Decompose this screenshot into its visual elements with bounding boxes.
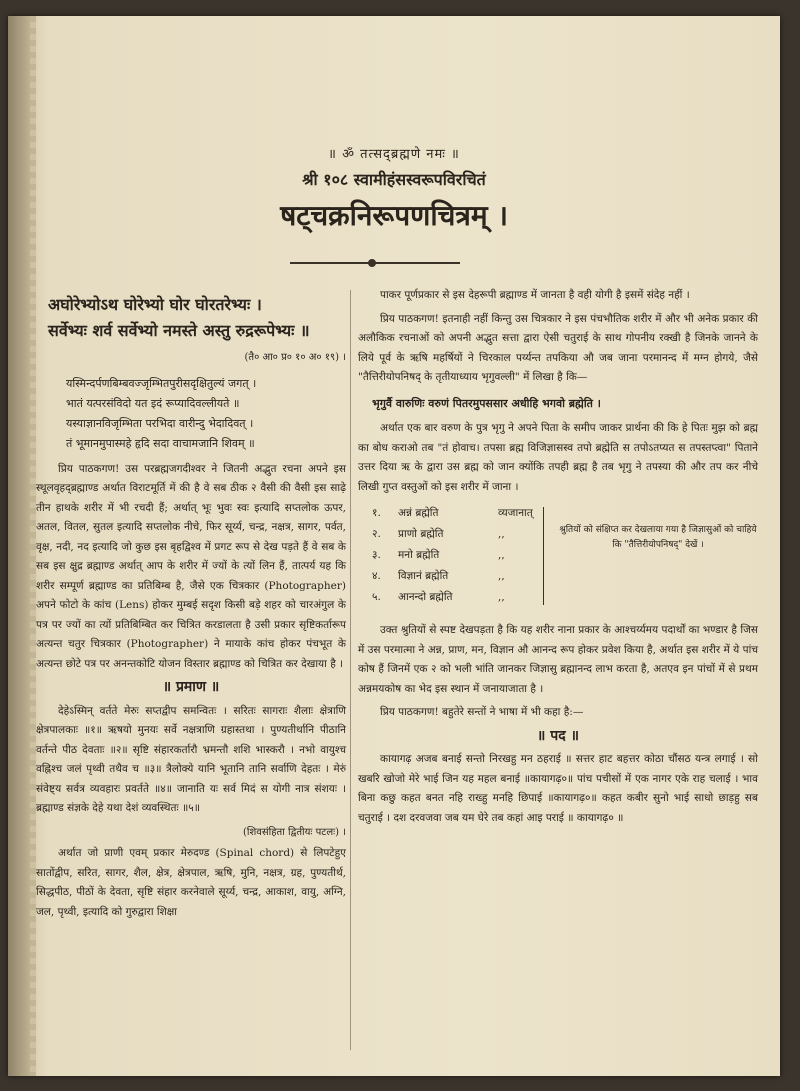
sloka-line: यस्मिन्दर्पणबिम्बवज्जृम्भितपुरीसदृक्षितुल्यं जगत् । [66,376,257,390]
list-note: श्रुतियों को संक्षिप्त कर देखलाया गया है जिज्ञासुओं को चाहिये कि "तैत्तिरीयोपनिषद्" देखें । [559,525,757,550]
verse-citation: (तै० आ० प्र० १० अ० १९) । [244,352,346,363]
opening-verse [48,292,346,344]
paragraph: प्रिय पाठकगण! उस परब्रह्मजगदीश्वर ने जितनी अद्भुत रचना अपने इस स्थूलवृहद्ब्रह्माण्ड अर्थात विराटमूर्ति में की है वे सब ठीक २ वैसी की वैसी इस साढ़े तीन हाथके शरीर में भी रचदी हैं; अर्थात् भूः भुवः स्वः इत्यादि सप्तलोक ऊपर, अतल, वितल, सुतल इत्यादि सप्तलोक नीचे, फिर सूर्य्य, चन्द्र, नक्षत्र, सागर, पर्वत, वृक्ष, नदी, नद इत्यादि जो कुछ इस बृहद्विश्व में प्रगट रूप से देख पड़ते हैं वे सब के सब इस क्षुद्र ब्रह्माण्ड अर्थात् आप के शरीर में ज्यों के त्यों लिन हैं, तात्पर्य यह कि शरीर सम्पूर्ण ब्रह्माण्ड का प्रतिबिम्ब है, जैसे एक चित्रकार (Photographer) अपने फोटो के कांच (Lens) होकर मुम्बई सदृश किसी बड़े शहर को चारअंगुल के पत्र पर ज्यों का त्यों प्रतिबिम्बित कर चित्रित करडालता है उसी प्रकार सृष्टिकर्तारूप अत्यन्त चतुर चित्रकार (Photographer) ने मायाके कांच होकर पंचभूत के अत्यन्त छोटे पत्र पर अनन्तकोटि योजन विस्तार ब्रह्माण्ड को चित्रित कर देखाया है । [36,462,346,670]
source-citation: (शिवसंहिता द्वितीयः पटलः) । [243,826,346,838]
paragraph: अर्थात एक बार वरुण के पुत्र भृगु ने अपने पिता के समीप जाकर प्रार्थना की कि हे पितः मुझ को ब्रह्म का बोध कराओ तब "तं होवाच। तपसा ब्रह्म विजिज्ञासस्व तपो ब्रह्मेति स तपोऽतप्यत स तपस्तप्त्वा" पिताने उत्तर दिया ऋ के द्वारा उस ब्रह्म को जान क्योंकि तपही ब्रह्म है तब भृगु ने तपस्या की और तप कर नीचे लिखी गुप्त वस्तुओं को इस शरीर में जाना । [358,422,758,493]
paragraph: उक्त श्रुतियों से स्पष्ट देखपड़ता है कि यह शरीर नाना प्रकार के आश्चर्य्यमय पदार्थों का भण्डार है जिस में उस परमात्मा ने अन्न, प्राण, मन, विज्ञान औ आनन्द रूप होकर प्रवेश किया है, अर्थात इस शरीर में ये पांच कोष हैं जिनमें एक २ को भली भांति जानकर जिज्ञासु ब्रह्मानन्द लाभ करता है, अतएव इन पांचों में से प्रथम अन्नमयकोष का भेद इस स्थान में जनायाजाता है । [358,624,758,695]
paragraph: अर्थात जो प्राणी एवम् प्रकार मेरुदण्ड (Spinal chord) से लिपटेहुए सातोंद्वीप, सरित, सागर, शैल, क्षेत्र, क्षेत्रपाल, ऋषि, मुनि, नक्षत्र, ग्रह, पुण्यतीर्थ, सिद्धपीठ, पीठों के देवता, सृष्टि संहार करनेवाले सूर्य्य, चन्द्र, आकाश, वायु, अग्नि, जल, पृथ्वी, इत्यादि को गुरुद्वारा शिक्षा [36,847,346,918]
page-title: षट्चक्रनिरूपणचित्रम् । [280,199,508,232]
sloka-line: भातं यत्परसंविदो यत इदं रूप्यादिवल्लीयते ॥ [66,396,240,410]
paragraph: कायागढ़ अजब बनाई सन्तो निरखहु मन ठहराई ॥ सत्तर हाट बहत्तर कोठा चौंसठ यन्त्र लगाई । सो खबरि खोजो मेरे भाई जिन यह महल बनाई ॥कायागढ़०॥ पांच पचीसों में एक नागर एके राह चलाई । भाव बिना कछु कहत बनत नहि राख्हु मनहि छिपाई ॥कायागढ़०॥ कहत कबीर सुनो भाई साधो छाड़हु सब चतुराई । दश दरवजवा जब यम घेरे तब कहां आइ पराई ॥ कायागढ़० ॥ [358,753,758,824]
list-item: १. अन्नं ब्रह्मेति व्यजानात् [372,507,533,519]
document-page [8,16,780,1076]
sloka-block [66,374,346,454]
shruti-quote: भृगुर्वै वारुणिः वरुणं पितरमुपससार अधीहि भगवो ब्रह्मेति । [372,396,601,410]
list-item: ४. विज्ञानं ब्रह्मेति ,, [372,570,505,582]
paragraph: प्रिय पाठकगण! बहुतेरे सन्तों ने भाषा में भी कहा है:— [380,706,584,718]
verse-line: सर्वेभ्यः शर्व सर्वेभ्यो नमस्ते अस्तु रुद्ररूपेभ्यः ॥ [48,321,310,340]
section-heading: ॥ प्रमाण ॥ [162,679,220,695]
kosha-list [372,503,758,611]
paragraph: देहेऽस्मिन् वर्तते मेरुः सप्तद्वीप समन्वितः । सरितः सागराः शैलाः क्षेत्राणि क्षेत्रपालकाः ॥१॥ ऋषयो मुनयः सर्वे नक्षत्राणि ग्रहास्तथा । पुण्यतीर्थानि पीठानि वर्तन्ते पीठ देवताः ॥२॥ सृष्टि संहारकर्तारौ भ्रमन्तौ शशि भास्करौ । नभो वायुश्च वह्निश्च जलं पृथ्वी तथैव च ॥३॥ त्रैलोक्ये यानि भूतानि तानि सर्वाणि देहतः । मेरुं संवेष्ट्य सर्वत्र व्यवहारः प्रवर्तते ॥४॥ जानाति यः सर्व मिदं स योगी नात्र संशयः । ब्रह्माण्ड संज्ञके देहे यथा देशं व्यवस्थितः ॥५॥ [36,704,346,814]
list-item: २. प्राणो ब्रह्मेति ,, [372,528,505,540]
column-divider [350,290,351,1050]
list-item: ५. आनन्दो ब्रह्मेति ,, [372,591,505,603]
paragraph: पाकर पूर्णप्रकार से इस देहरूपी ब्रह्माण्ड में जानता है वही योगी है इसमें संदेह नहीं । [380,289,690,301]
title-divider [290,262,460,264]
invocation: ॥ ॐ तत्सद्ब्रह्मणे नमः ॥ [328,147,460,162]
section-heading: ॥ पद ॥ [537,727,579,744]
list-item: ३. मनो ब्रह्मेति ,, [372,549,505,561]
page-subtitle: श्री १०८ स्वामीहंसस्वरूपविरचितं [302,170,486,189]
page-header [48,144,740,234]
book-spine [8,16,30,1076]
list-brace [537,507,544,605]
verse-line: अघोरेभ्योऽथ घोरेभ्यो घोर घोरतरेभ्यः । [48,295,262,314]
sloka-line: तं भूमानमुपास्महे हृदि सदा वाचामजानि शिवम् ॥ [66,436,255,450]
right-column [358,286,758,832]
sloka-line: यस्याज्ञानविजृम्भिता परभिदा वारीन्दु भेदादिवत् । [66,416,254,430]
left-column [36,286,346,926]
paragraph: प्रिय पाठकगण! इतनाही नहीं किन्तु उस चित्रकार ने इस पंचभौतिक शरीर में और भी अनेक प्रकार की अलौकिक रचनाओं को अपनी अद्भुत सत्ता द्वारा ऐसी चतुराई के साथ गोपनीय रक्खी है जिनके जानने के लिये पूर्व के ऋषि महर्षियों ने चिरकाल पर्य्यन्त तपकिया औ जब जाना परमानन्द में मग्न होगये, जैसे "तैत्तिरीयोपनिषद् के तृतीयाध्याय भृगुवल्ली" में लिखा है कि— [358,312,758,383]
